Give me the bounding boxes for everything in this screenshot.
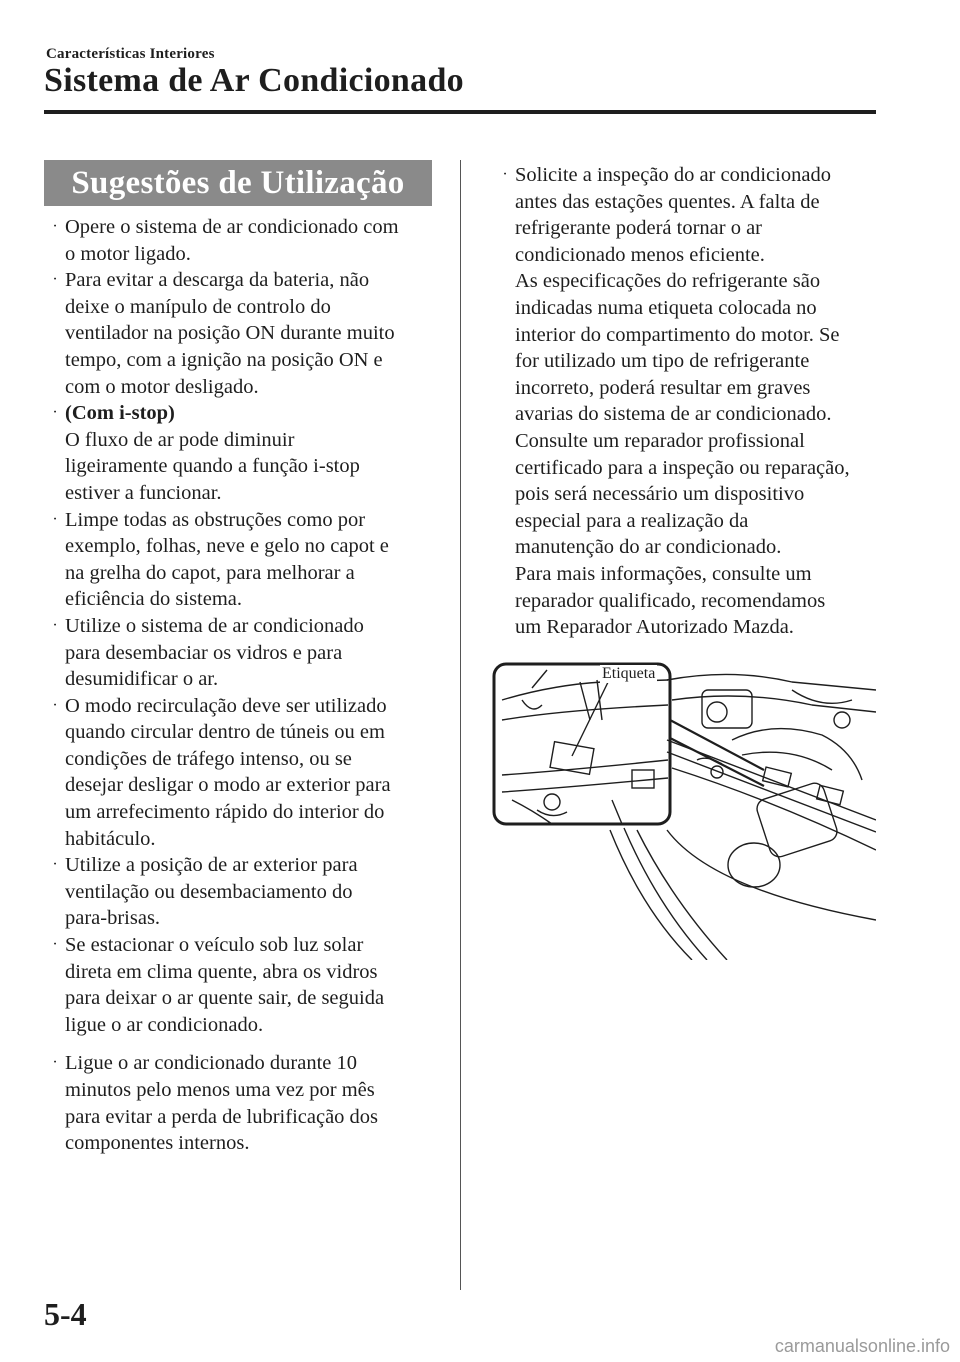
engine-compartment-illustration [492,660,876,960]
bullet-item [44,507,439,613]
bullet-text-line: incorreto, poderá resultar em graves [515,376,811,399]
bullet-text-line: com o motor desligado. [65,375,259,398]
bullet-text-line: tempo, com a ignição na posição ON e [65,348,383,371]
bullet-text-line: estiver a funcionar. [65,481,222,504]
bullet-text-line: O fluxo de ar pode diminuir [65,428,295,451]
bullet-text-line: Utilize a posição de ar exterior para [65,854,358,877]
right-bullet-list [494,162,884,641]
bullet-text-line: para deixar o ar quente sair, de seguida [65,987,385,1010]
bullet-text-line: deixe o manípulo de controlo do [65,295,331,318]
bullet-text-line: na grelha do capot, para melhorar a [65,561,355,584]
bullet-text-line: Se estacionar o veículo sob luz solar [65,934,364,957]
bullet-item [44,852,439,932]
bullet-item [44,1050,439,1156]
bullet-text-line: for utilizado um tipo de refrigerante [515,350,810,373]
page-number: 5-4 [44,1296,87,1332]
bullet-text-line: avarias do sistema de ar condicionado. [515,403,832,426]
bullet-text-line: Para evitar a descarga da bateria, não [65,269,370,292]
bullet-text-line: O modo recirculação deve ser utilizado [65,694,387,717]
bullet-text-line: um Reparador Autorizado Mazda. [515,616,794,639]
bullet-text-line: ventilação ou desembaciamento do [65,880,353,903]
bullet-text-line: componentes internos. [65,1132,250,1155]
bullet-text-line: Solicite a inspeção do ar condicionado [515,164,831,186]
bullet-text-line: ventilador na posição ON durante muito [65,322,395,345]
bullet-text-line: desejar desligar o modo ar exterior para [65,774,391,797]
section-banner: Sugestões de Utilização [44,160,432,206]
bullet-dot-icon: · [52,1054,58,1072]
bullet-dot-icon: · [52,696,58,714]
figure-label-etiqueta: Etiqueta [602,665,656,682]
bullet-text-line: ligeiramente quando a função i-stop [65,455,360,478]
bullet-item [44,267,439,400]
bullet-item [44,932,439,1038]
bullet-dot-icon: · [502,166,508,183]
bullet-text-line: para-brisas. [65,907,161,930]
bullet-text-line: reparador qualificado, recomendamos [515,589,826,612]
bullet-text-line: Limpe todas as obstruções como por [65,508,366,531]
bullet-lead: (Com i-stop) [65,402,175,425]
bullet-item [44,214,439,267]
bullet-dot-icon: · [52,404,58,422]
bullet-text-line: direta em clima quente, abra os vidros [65,960,378,983]
bullet-text-line: As especificações do refrigerante são [515,270,821,293]
bullet-dot-icon: · [52,218,58,235]
bullet-item [44,693,439,853]
bullet-dot-icon: · [52,936,58,954]
engine-compartment-figure [492,660,876,960]
bullet-dot-icon: · [52,271,58,289]
bullet-text-line: exemplo, folhas, neve e gelo no capot e [65,535,389,558]
bullet-text-line: Consulte um reparador profissional [515,429,805,452]
bullet-text-line: condições de tráfego intenso, ou se [65,747,352,770]
left-column [44,214,439,1157]
bullet-text-line: pois será necessário um dispositivo [515,483,805,506]
column-divider [460,160,461,1290]
bullet-text-line: ligue o ar condicionado. [65,1013,264,1036]
header-rule [44,110,876,114]
chapter-title: Sistema de Ar Condicionado [44,62,464,99]
bullet-text-line: habitáculo. [65,827,156,850]
bullet-text-line: um arrefecimento rápido do interior do [65,801,385,824]
bullet-item [44,613,439,693]
bullet-text-line: Opere o sistema de ar condicionado com [65,216,399,238]
bullet-text-line: Ligue o ar condicionado durante 10 [65,1052,358,1075]
watermark: carmanualsonline.info [774,1336,950,1356]
bullet-text-line: interior do compartimento do motor. Se [515,323,840,346]
bullet-text-line: desumidificar o ar. [65,668,219,691]
bullet-text-line: condicionado menos eficiente. [515,243,765,266]
bullet-item [494,162,884,641]
bullet-text-line: para desembaciar os vidros e para [65,641,343,664]
bullet-text-line: indicadas numa etiqueta colocada no [515,296,817,319]
bullet-text-line: Utilize o sistema de ar condicionado [65,614,364,637]
right-column [494,162,884,641]
bullet-dot-icon: · [52,616,58,634]
left-bullet-list [44,214,439,1157]
bullet-text-line: Para mais informações, consulte um [515,562,812,585]
bullet-text-line: o motor ligado. [65,242,191,265]
bullet-text-line: quando circular dentro de túneis ou em [65,721,385,744]
bullet-item [44,400,439,506]
bullet-text-line: manutenção do ar condicionado. [515,536,782,559]
bullet-text-line: minutos pelo menos uma vez por mês [65,1079,375,1101]
bullet-dot-icon: · [52,510,58,528]
bullet-text-line: certificado para a inspeção ou reparação, [515,456,850,479]
bullet-text-line: para evitar a perda de lubrificação dos [65,1105,379,1128]
bullet-text-line: antes das estações quentes. A falta de [515,190,820,213]
section-label: Características Interiores [46,46,215,62]
bullet-text-line: refrigerante poderá tornar o ar [515,217,762,240]
bullet-dot-icon: · [52,856,58,874]
bullet-text-line: especial para a realização da [515,509,749,532]
bullet-text-line: eficiência do sistema. [65,588,243,611]
